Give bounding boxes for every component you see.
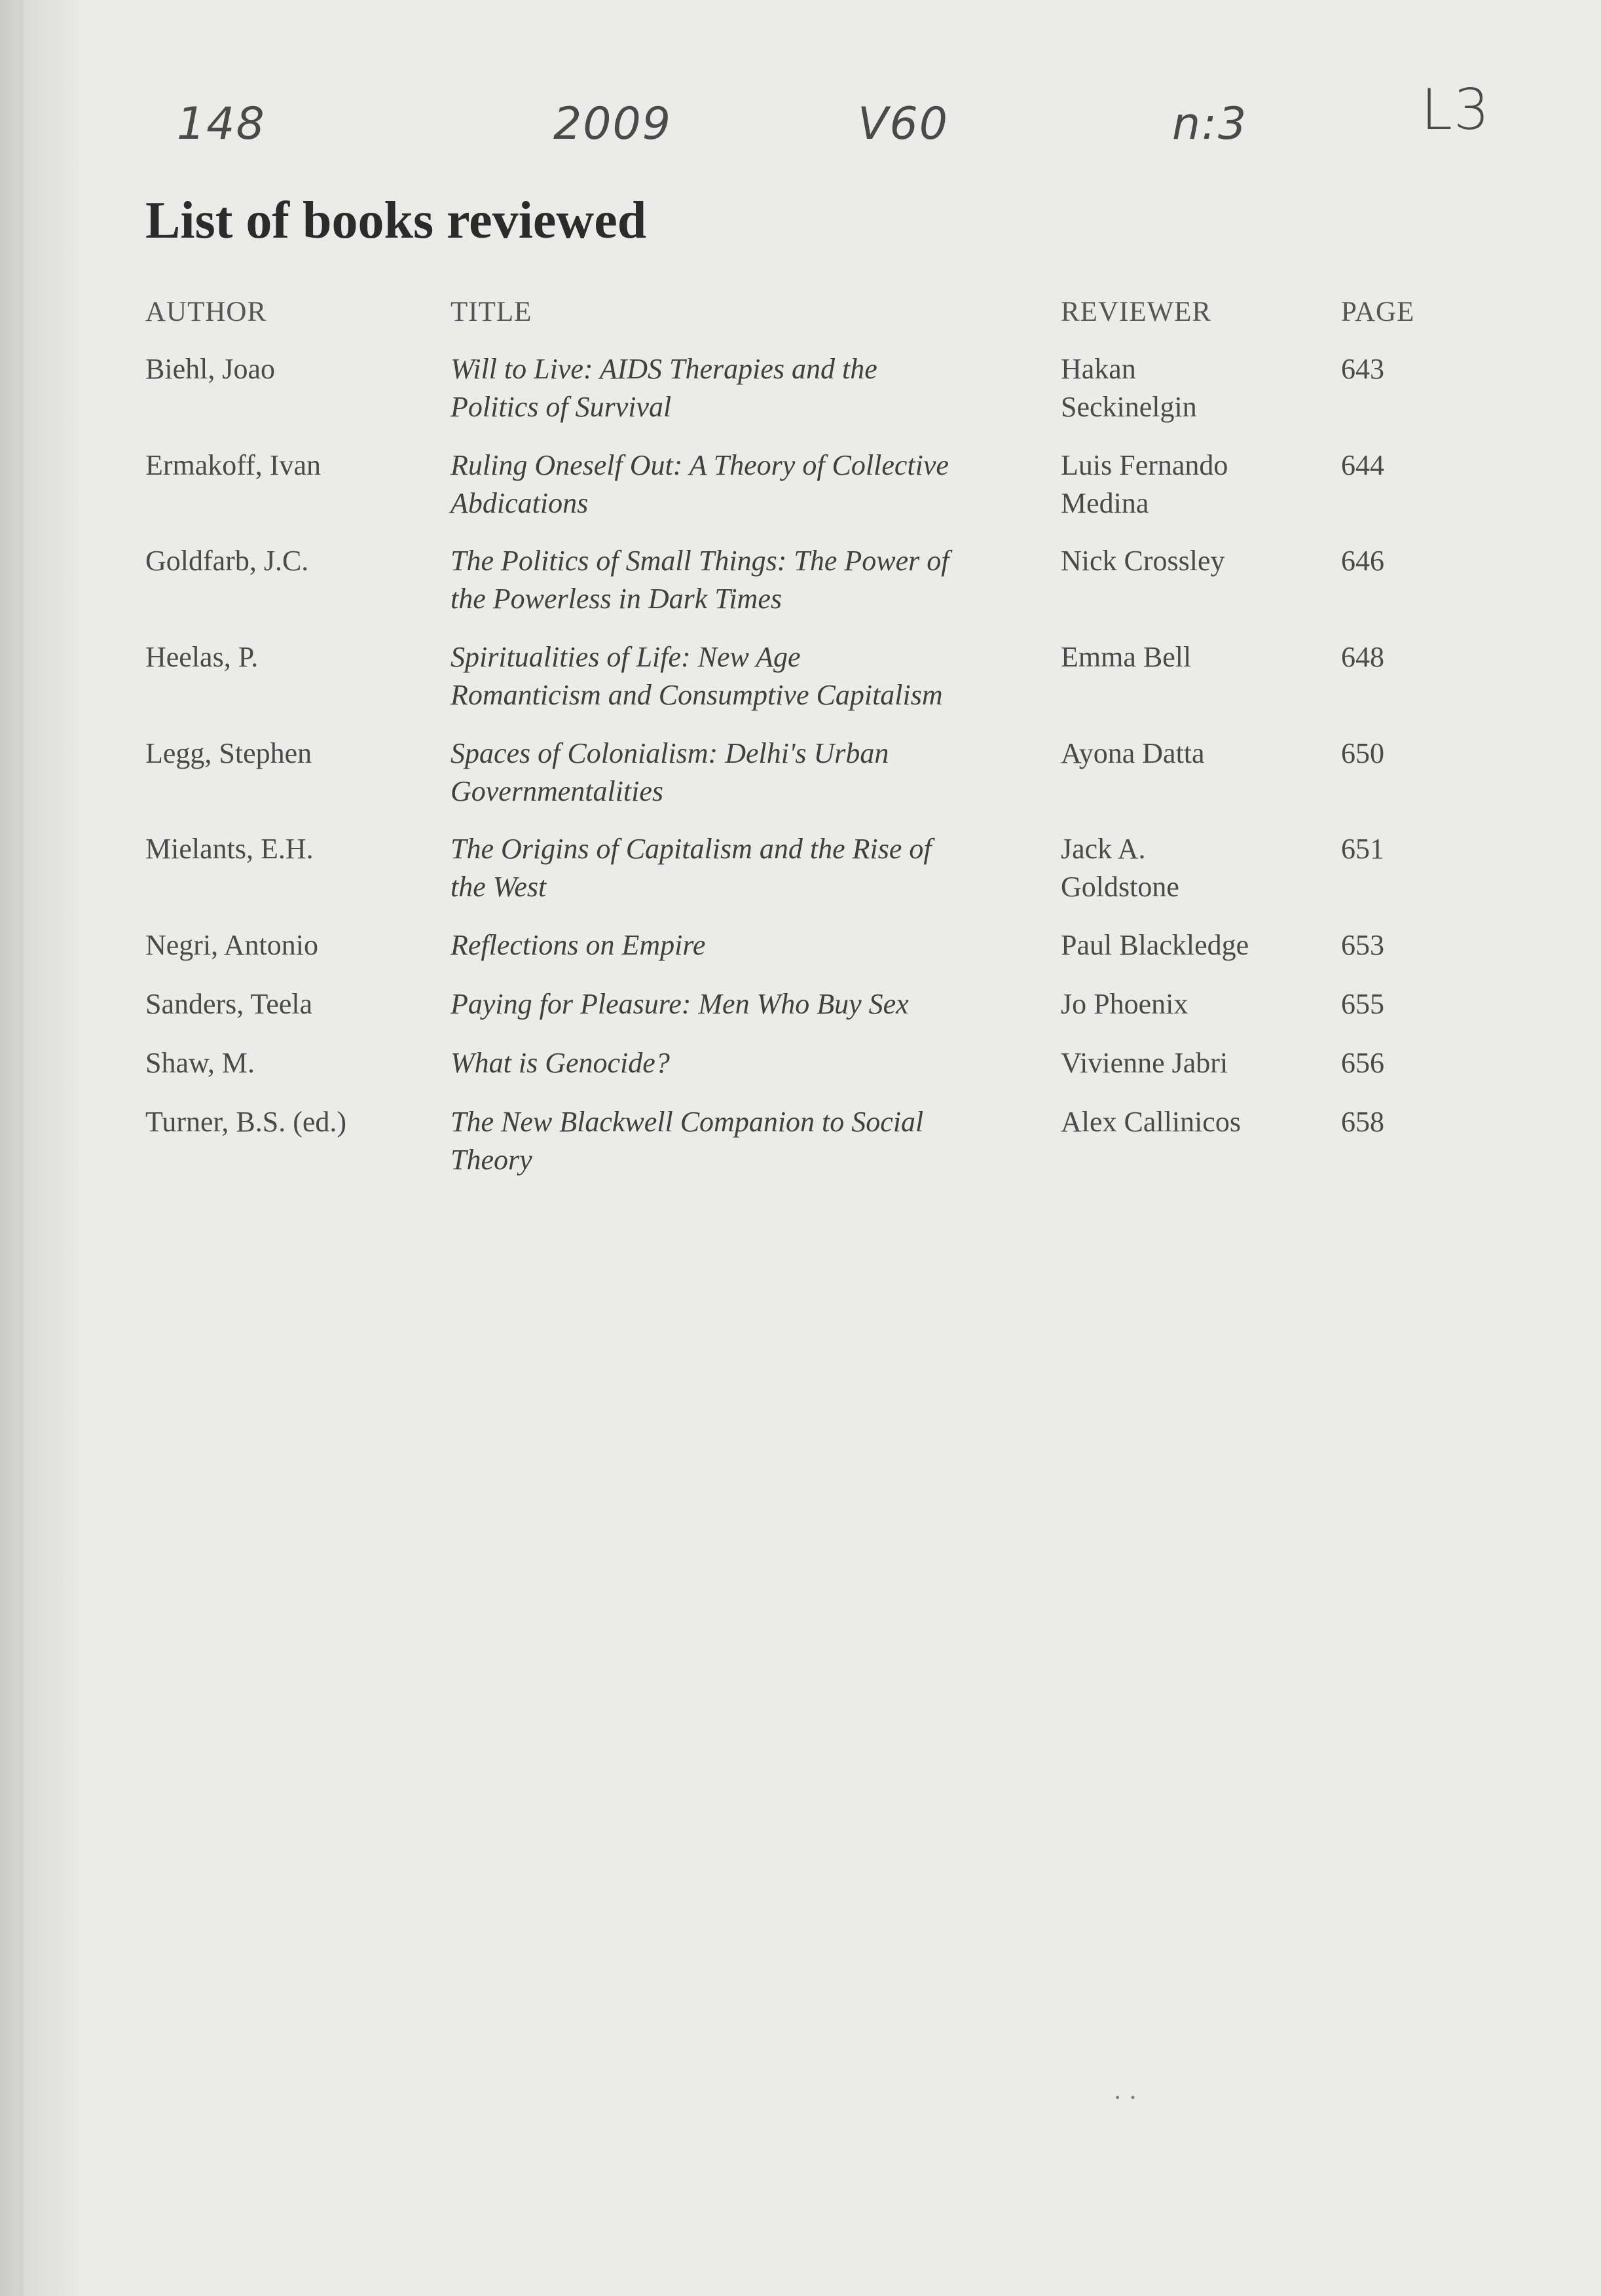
row-page: 658	[1341, 1106, 1384, 1138]
row-author: Goldfarb, J.C.	[145, 545, 309, 577]
row-author: Turner, B.S. (ed.)	[145, 1106, 347, 1138]
row-author: Negri, Antonio	[145, 929, 318, 961]
column-header-author: AUTHOR	[145, 297, 267, 327]
row-page: 650	[1341, 737, 1384, 769]
column-header-title: TITLE	[451, 297, 532, 327]
column-header-page: PAGE	[1341, 297, 1415, 327]
row-title-line: Paying for Pleasure: Men Who Buy Sex	[451, 988, 909, 1020]
row-title-line: Spiritualities of Life: New Age	[451, 641, 801, 673]
row-author: Sanders, Teela	[145, 988, 313, 1020]
handwritten-note-volume: 148	[177, 98, 266, 150]
row-author: Heelas, P.	[145, 641, 259, 673]
row-reviewer-line: Hakan	[1061, 353, 1136, 385]
row-title-line: Spaces of Colonialism: Delhi's Urban	[451, 737, 889, 769]
column-header-reviewer: REVIEWER	[1061, 297, 1212, 327]
row-page: 644	[1341, 449, 1384, 481]
row-title-line: Will to Live: AIDS Therapies and the	[451, 353, 877, 385]
row-page: 648	[1341, 641, 1384, 673]
row-title-line: Romanticism and Consumptive Capitalism	[451, 679, 943, 711]
page-title: List of books reviewed	[145, 192, 647, 249]
handwritten-note-code: V60	[858, 98, 949, 150]
row-title-line: Ruling Oneself Out: A Theory of Collective	[451, 449, 949, 481]
row-title-line: The Politics of Small Things: The Power of	[451, 545, 949, 577]
row-reviewer-line: Paul Blackledge	[1061, 929, 1249, 961]
row-title-line: the West	[451, 871, 547, 903]
row-page: 651	[1341, 833, 1384, 865]
row-page: 655	[1341, 988, 1384, 1020]
row-title-line: Theory	[451, 1144, 532, 1176]
decorative-dots: · ·	[1113, 2083, 1137, 2112]
row-title-line: Abdications	[451, 487, 589, 519]
row-page: 646	[1341, 545, 1384, 577]
row-reviewer-line: Ayona Datta	[1061, 737, 1205, 769]
handwritten-note-number: n:3	[1172, 98, 1248, 150]
row-reviewer-line: Jo Phoenix	[1061, 988, 1188, 1020]
row-title-line: Reflections on Empire	[451, 929, 706, 961]
row-author: Biehl, Joao	[145, 353, 275, 385]
row-page: 643	[1341, 353, 1384, 385]
row-title-line: What is Genocide?	[451, 1047, 670, 1079]
row-reviewer-line: Medina	[1061, 487, 1149, 519]
row-author: Legg, Stephen	[145, 737, 312, 769]
row-reviewer-line: Seckinelgin	[1061, 391, 1197, 423]
row-reviewer-line: Luis Fernando	[1061, 449, 1228, 481]
row-title-line: the Powerless in Dark Times	[451, 583, 782, 615]
page-binding-shadow	[0, 0, 79, 2296]
row-page: 656	[1341, 1047, 1384, 1079]
row-title-line: Politics of Survival	[451, 391, 672, 423]
row-title-line: The Origins of Capitalism and the Rise of	[451, 833, 932, 865]
row-reviewer-line: Vivienne Jabri	[1061, 1047, 1228, 1079]
row-author: Ermakoff, Ivan	[145, 449, 321, 481]
row-reviewer-line: Goldstone	[1061, 871, 1179, 903]
row-reviewer-line: Alex Callinicos	[1061, 1106, 1241, 1138]
row-reviewer-line: Emma Bell	[1061, 641, 1192, 673]
row-page: 653	[1341, 929, 1384, 961]
row-reviewer-line: Nick Crossley	[1061, 545, 1225, 577]
row-reviewer-line: Jack A.	[1061, 833, 1146, 865]
row-author: Shaw, M.	[145, 1047, 255, 1079]
row-title-line: The New Blackwell Companion to Social	[451, 1106, 924, 1138]
handwritten-note-shelf: L3	[1421, 77, 1491, 143]
row-author: Mielants, E.H.	[145, 833, 314, 865]
handwritten-note-year: 2009	[553, 98, 672, 150]
row-title-line: Governmentalities	[451, 775, 664, 807]
